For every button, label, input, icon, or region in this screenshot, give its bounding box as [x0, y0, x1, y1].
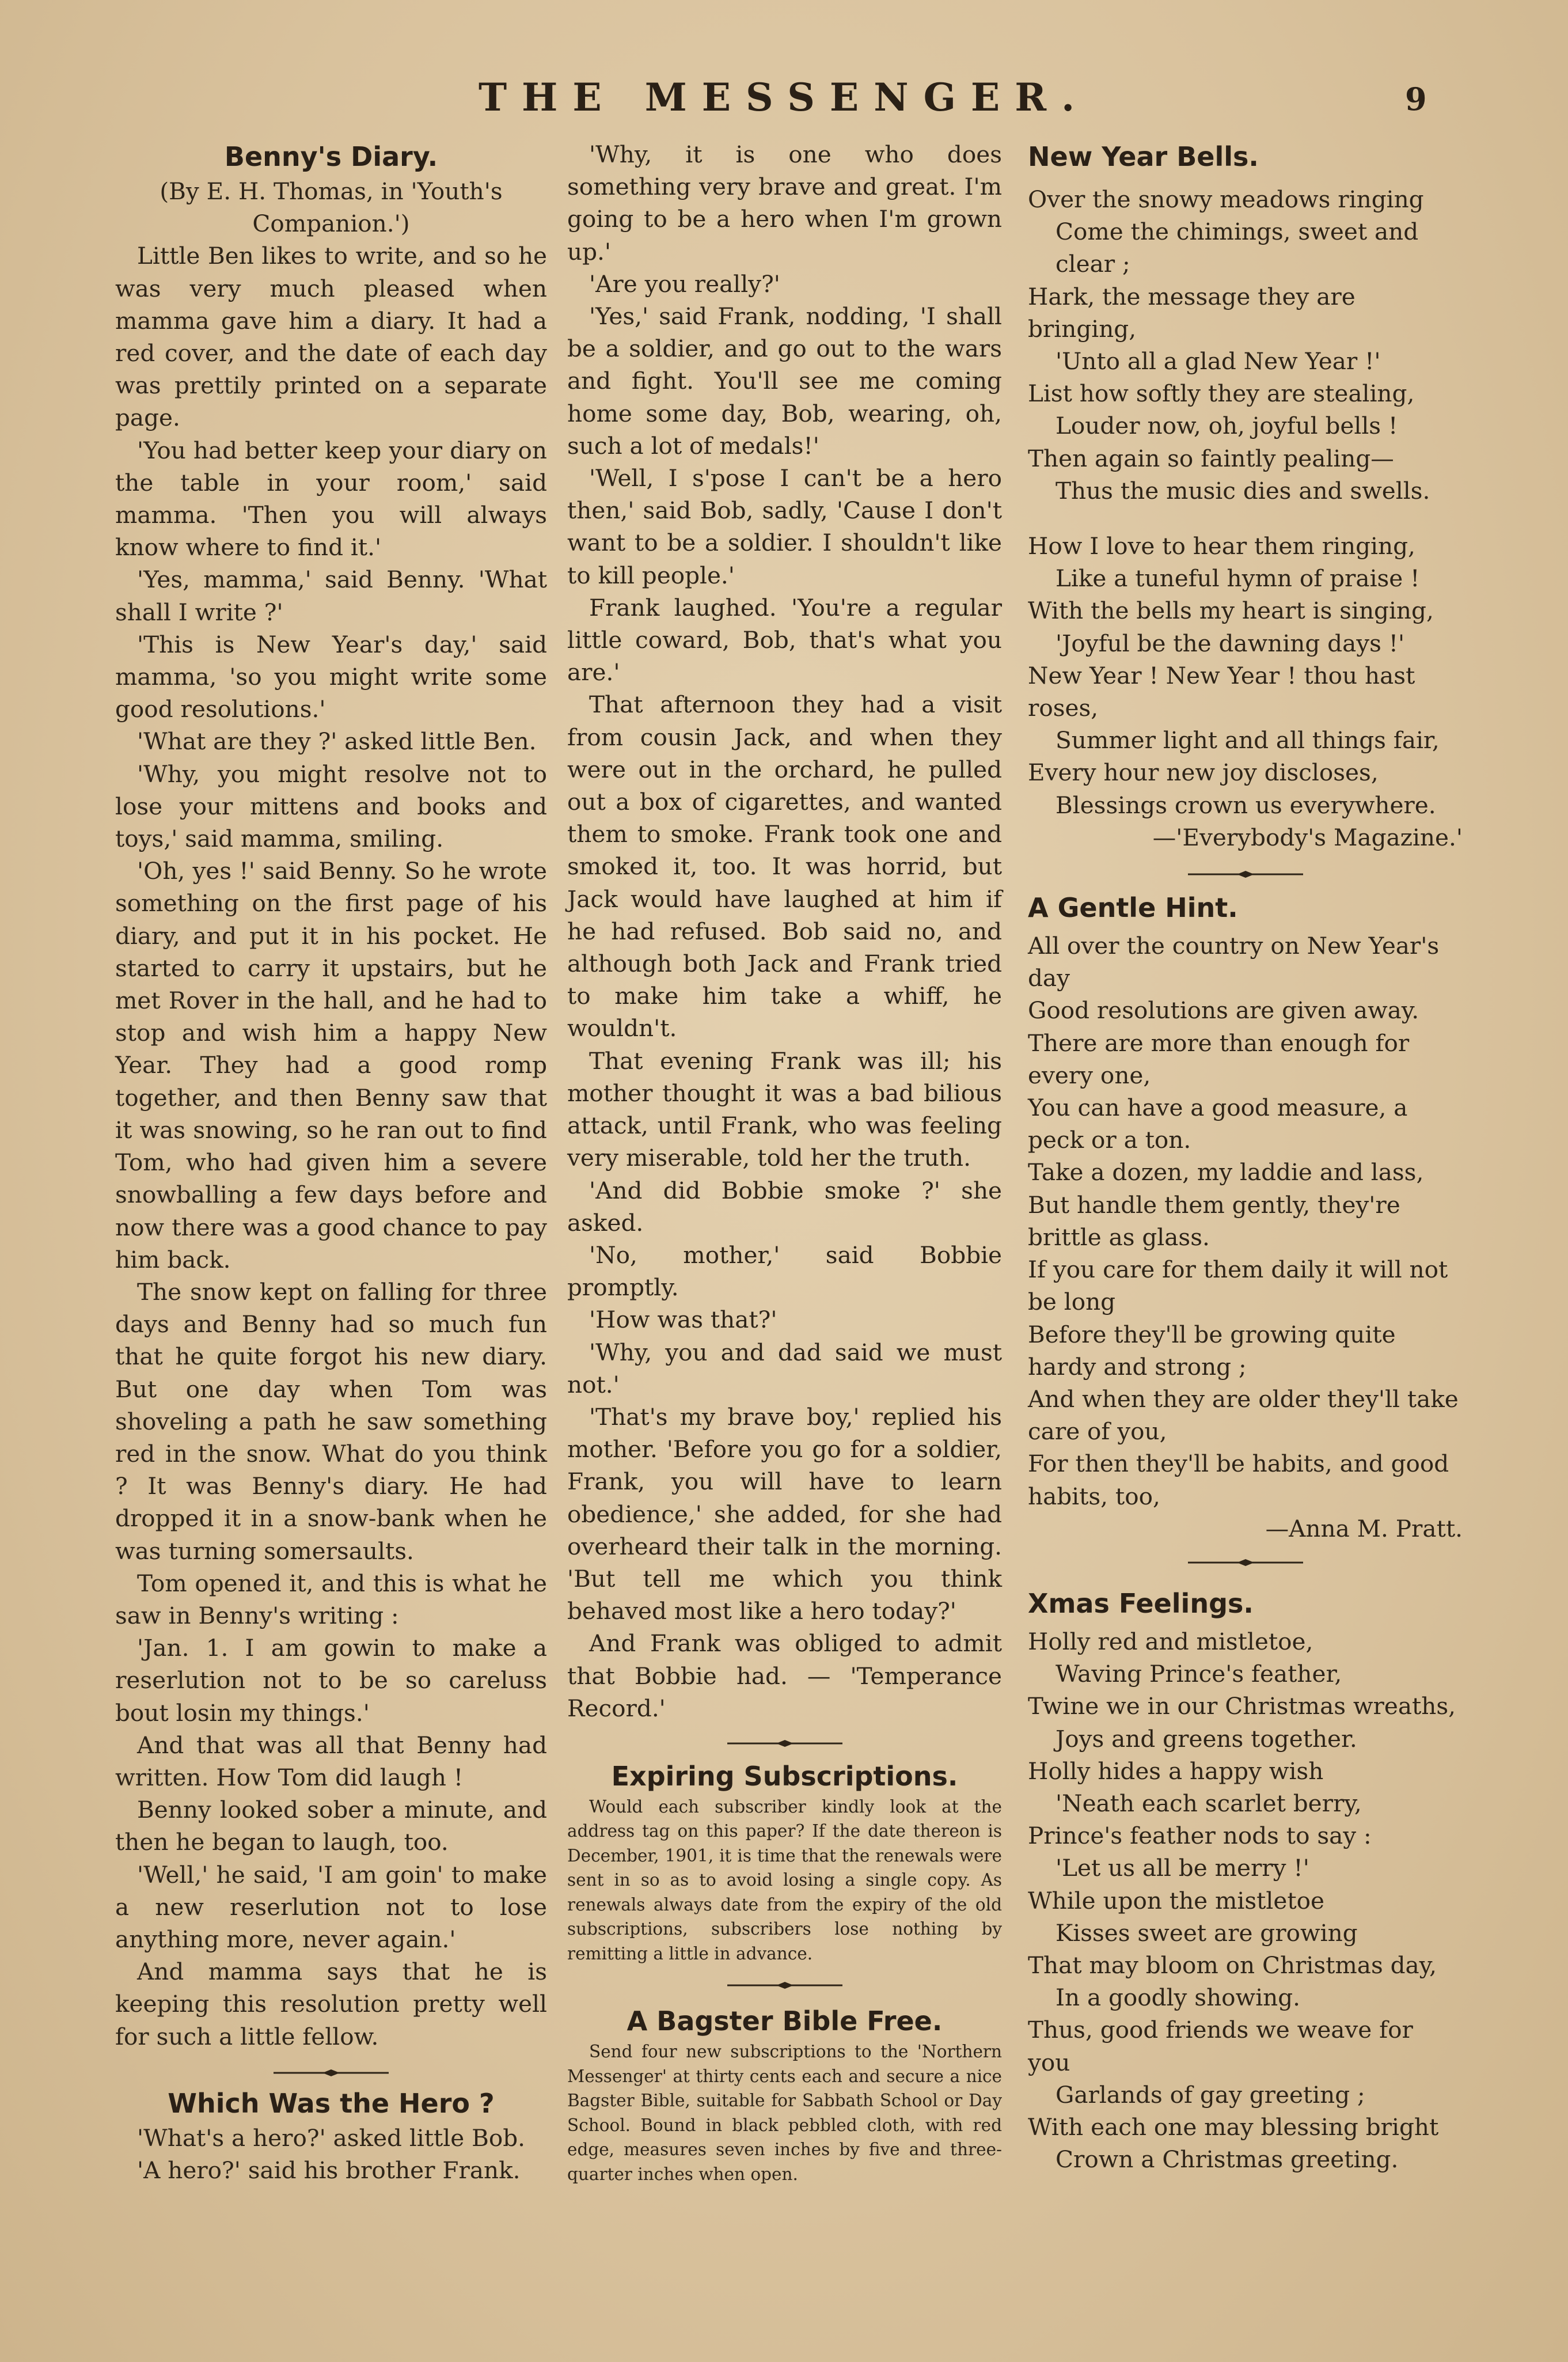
poem-line: Summer light and all things fair, [1056, 726, 1440, 755]
notice-text: Would each subscriber kindly look at the address tag on this paper? If the date thereon is December, 1901, it is time that the renewals were sent in so as to avoid losing a single copy. As renewals always date from the expiry of the old subscriptions, subscribers lose nothing by remitting a little in advance. [567, 1796, 1002, 1963]
poem-line: Blessings crown us everywhere. [1056, 791, 1436, 819]
poem-line: And when they are older they'll take care of you, [1028, 1385, 1459, 1446]
column-3 [1028, 138, 1463, 2175]
article-byline: (By E. H. Thomas, in 'Youth's Companion.') [160, 177, 503, 238]
paragraph: 'No, mother,' said Bobbie promptly. [567, 1241, 1002, 1302]
paragraph: 'Why, you and dad said we must not.' [567, 1338, 1002, 1398]
poem-line: Joys and greens together. [1056, 1724, 1357, 1753]
paragraph: Benny looked sober a minute, and then he began to laugh, too. [115, 1796, 547, 1856]
column-1 [115, 138, 547, 2186]
poem-line: That may bloom on Christmas day, [1028, 1951, 1437, 1979]
paragraph: Frank laughed. 'You're a regular little coward, Bob, that's what you are.' [567, 593, 1002, 687]
poem-line: How I love to hear them ringing, [1028, 532, 1415, 560]
paragraph: 'And did Bobbie smoke ?' she asked. [567, 1176, 1002, 1237]
paragraph: 'What's a hero?' asked little Bob. [137, 2124, 526, 2152]
paragraph: 'That's my brave boy,' replied his mother. 'Before you go for a soldier, Frank, you will have to learn obedience,' she added, for she had overheard their talk in the morning. 'But tell me which you think behaved most like a hero today?' [567, 1402, 1002, 1625]
poem-title-new-year-bells: New Year Bells. [1028, 141, 1259, 172]
paragraph: And Frank was obliged to admit that Bobbie had. — 'Temperance Record.' [567, 1629, 1002, 1722]
poem-title-xmas-feelings: Xmas Feelings. [1028, 1587, 1254, 1619]
poem-line: With the bells my heart is singing, [1028, 597, 1434, 625]
poem-line: All over the country on New Year's day [1028, 932, 1440, 992]
poem-line: 'Unto all a glad New Year !' [1056, 347, 1381, 376]
notice-title-subscriptions: Expiring Subscriptions. [611, 1760, 958, 1792]
poem-line: 'Let us all be merry !' [1056, 1854, 1309, 1882]
poem-line: 'Joyful be the dawning days !' [1056, 629, 1405, 657]
poem-line: In a goodly showing. [1056, 1984, 1301, 2012]
poem-line: Holly red and mistletoe, [1028, 1627, 1313, 1655]
paragraph: 'How was that?' [589, 1306, 777, 1334]
article-title-bennys-diary: Benny's Diary. [224, 141, 438, 172]
poem-line: Hark, the message they are bringing, [1028, 282, 1356, 343]
paragraph: That evening Frank was ill; his mother thought it was a bad bilious attack, until Frank, who was feeling very miserable, told her the truth. [567, 1047, 1002, 1172]
poem-line: Every hour new joy discloses, [1028, 759, 1379, 787]
poem-line: Holly hides a happy wish [1028, 1757, 1324, 1785]
paragraph: 'Why, it is one who does something very brave and great. I'm going to be a hero when I'm grown up.' [567, 141, 1002, 266]
section-divider [567, 1730, 1002, 1753]
article-title-hero: Which Was the Hero ? [168, 2087, 495, 2119]
page-number: 9 [1405, 81, 1427, 117]
poem-line: While upon the mistletoe [1028, 1886, 1324, 1914]
paragraph: 'Well, I s'pose I can't be a hero then,' said Bob, sadly, 'Cause I don't want to be a soldier. I shouldn't like to kill people.' [567, 464, 1002, 589]
paragraph: Tom opened it, and this is what he saw in Benny's writing : [115, 1569, 547, 1629]
poem-line: Prince's feather nods to say : [1028, 1822, 1372, 1850]
poem-line: Like a tuneful hymn of praise ! [1056, 564, 1420, 593]
poem-line: List how softly they are stealing, [1028, 380, 1415, 408]
poem-line: Louder now, oh, joyful bells ! [1056, 412, 1398, 440]
paragraph: 'Well,' he said, 'I am goin' to make a new reserlution not to lose anything more, never again.' [115, 1860, 547, 1953]
poem-line: If you care for them daily it will not be long [1028, 1256, 1448, 1316]
paragraph: The snow kept on falling for three days and Benny had so much fun that he quite forgot his new diary. But one day when Tom was shoveling a path he saw something red in the snow. What do you think ? It was Benny's diary. He had dropped it in a snow-bank when he was turning somersaults. [115, 1277, 547, 1565]
paragraph: 'Yes,' said Frank, nodding, 'I shall be a soldier, and go out to the wars and fight. You'll see me coming home some day, Bob, wearing, oh, such a lot of medals!' [567, 302, 1002, 460]
poem-line: With each one may blessing bright [1028, 2113, 1439, 2141]
poem-line: You can have a good measure, a peck or a ton. [1028, 1094, 1408, 1154]
notice-subscriptions [567, 1795, 1002, 1966]
poem-line: Good resolutions are given away. [1028, 996, 1419, 1025]
notice-title-bible: A Bagster Bible Free. [627, 2005, 943, 2037]
notice-text: Send four new subscriptions to the 'Northern Messenger' at thirty cents each and secure a nice Bagster Bible, suitable for Sabbath School or Day School. Bound in black pebbled cloth, with red edge, measures seven inches by five and three-quarter inches when open. [567, 2042, 1002, 2184]
paragraph: And mamma says that he is keeping this resolution pretty well for such a little fellow. [115, 1958, 547, 2050]
poem-line: Thus the music dies and swells. [1056, 476, 1430, 505]
paragraph: 'Are you really?' [589, 270, 780, 298]
paragraph: 'You had better keep your diary on the table in your room,' said mamma. 'Then you will always know where to find it.' [115, 436, 547, 562]
poem-line: 'Neath each scarlet berry, [1056, 1789, 1362, 1817]
poem-line: Take a dozen, my laddie and lass, [1028, 1158, 1424, 1186]
poem-line: Kisses sweet are growing [1056, 1919, 1358, 1947]
poem-line: New Year ! New Year ! thou hast roses, [1028, 661, 1415, 722]
paragraph: 'This is New Year's day,' said mamma, 'so you might write some good resolutions.' [115, 630, 547, 723]
poem-line: For then they'll be habits, and good habits, too, [1028, 1450, 1449, 1510]
paragraph: 'Yes, mamma,' said Benny. 'What shall I write ?' [115, 566, 547, 626]
paragraph: 'Oh, yes !' said Benny. So he wrote something on the first page of his diary, and put it in his pocket. He started to carry it upstairs, but he met Rover in the hall, and he had to stop and wish him a happy New Year. They had a good romp together, and then Benny saw that it was snowing, so he ran out to find Tom, who had given him a severe snowballing a few days before and now there was a good chance to pay him back. [115, 857, 547, 1273]
poem-line: Twine we in our Christmas wreaths, [1028, 1692, 1456, 1720]
section-divider [567, 1972, 1002, 1995]
paragraph: That afternoon they had a visit from cousin Jack, and when they were out in the orchard, he pulled out a box of cigarettes, and wanted them to smoke. Frank took one and smoked it, too. It was horrid, but Jack would have laughed at him if he had refused. Bob said no, and although both Jack and Frank tried to make him take a whiff, he wouldn't. [567, 691, 1002, 1042]
poem-line: There are more than enough for every one, [1028, 1029, 1410, 1089]
poem-title-gentle-hint: A Gentle Hint. [1028, 892, 1238, 924]
poem-line: Before they'll be growing quite hardy and strong ; [1028, 1320, 1396, 1381]
poem-line: Thus, good friends we weave for you [1028, 2016, 1413, 2076]
paragraph: 'What are they ?' asked little Ben. [137, 727, 537, 756]
masthead-title: THE MESSENGER. [478, 75, 1090, 120]
section-divider [115, 2060, 547, 2083]
column-2 [567, 138, 1002, 2186]
section-divider [1028, 1549, 1463, 1572]
poem-line: But handle them gently, they're brittle as glass. [1028, 1191, 1400, 1251]
paragraph: Little Ben likes to write, and so he was very much pleased when mamma gave him a diary. It had a red cover, and the date of each day was prettily printed on a separate page. [115, 242, 547, 432]
poem-line: Crown a Christmas greeting. [1056, 2145, 1399, 2174]
poem-line: Garlands of gay greeting ; [1056, 2080, 1365, 2109]
paragraph: 'Jan. 1. I am gowin to make a reserlution not to be so careluss bout losin my things.' [115, 1634, 547, 1727]
section-divider [1028, 860, 1463, 884]
paragraph: 'Why, you might resolve not to lose your mittens and books and toys,' said mamma, smiling. [115, 760, 547, 853]
paragraph: 'A hero?' said his brother Frank. [137, 2156, 521, 2184]
poem-line: Waving Prince's feather, [1056, 1660, 1342, 1688]
poem-line: Come the chimings, sweet and clear ; [1056, 218, 1419, 278]
paragraph: And that was all that Benny had written. How Tom did laugh ! [115, 1731, 547, 1791]
poem-author: —Anna M. Pratt. [1265, 1514, 1463, 1542]
poem-line: Then again so faintly pealing— [1028, 444, 1394, 472]
poem-source: —'Everybody's Magazine.' [1152, 823, 1463, 851]
notice-bible [567, 2039, 1002, 2186]
poem-line: Over the snowy meadows ringing [1028, 185, 1424, 213]
